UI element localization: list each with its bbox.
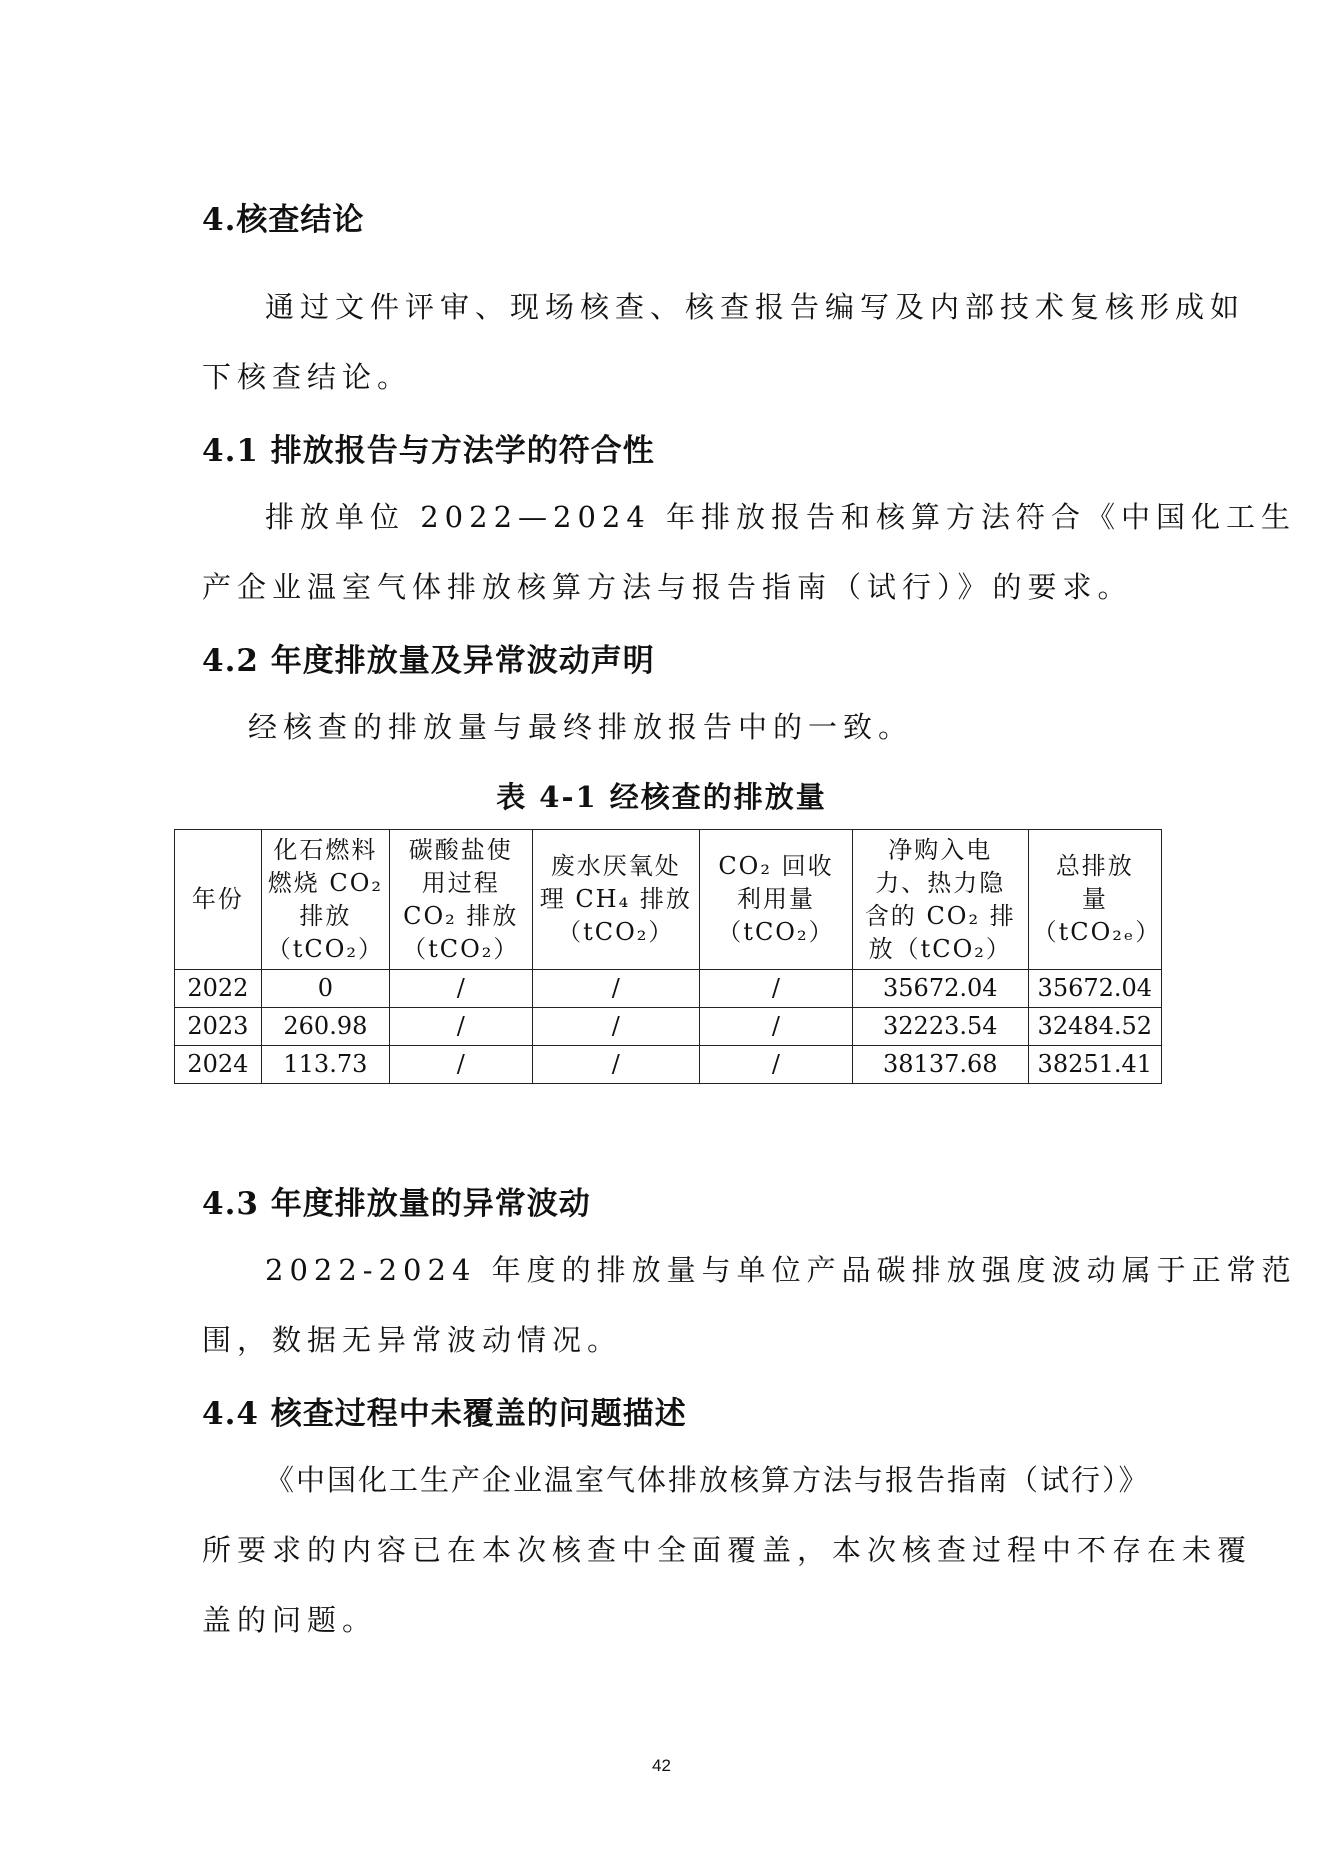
cell-co2-recovery: / xyxy=(699,1046,852,1084)
cell-total: 32484.52 xyxy=(1028,1008,1161,1046)
paragraph-4-2-line-1: 经核查的排放量与最终排放报告中的一致。 xyxy=(248,710,914,744)
heading-4-2: 4.2 年度排放量及异常波动声明 xyxy=(202,643,655,679)
heading-4-1: 4.1 排放报告与方法学的符合性 xyxy=(202,433,655,469)
table-row xyxy=(175,1008,1162,1046)
cell-purchased-energy: 32223.54 xyxy=(852,1008,1028,1046)
paragraph-4-line-1: 通过文件评审、现场核查、核查报告编写及内部技术复核形成如 xyxy=(265,290,1246,324)
paragraph-4-1-line-1: 排放单位 2022—2024 年排放报告和核算方法符合《中国化工生 xyxy=(265,500,1297,534)
cell-wastewater-ch4: / xyxy=(532,1046,699,1084)
page-number: 42 xyxy=(652,1756,671,1775)
header-co2-recovery: CO₂ 回收 利用量 （tCO₂） xyxy=(699,830,852,970)
cell-carbonate: / xyxy=(389,1008,532,1046)
cell-carbonate: / xyxy=(389,970,532,1008)
heading-4-4: 4.4 核查过程中未覆盖的问题描述 xyxy=(202,1396,687,1432)
paragraph-4-1-line-2: 产企业温室气体排放核算方法与报告指南（试行）》的要求。 xyxy=(202,570,1133,604)
emissions-table xyxy=(174,829,1162,1084)
header-total-emissions: 总排放 量 （tCO₂ₑ） xyxy=(1028,830,1161,970)
heading-4-3: 4.3 年度排放量的异常波动 xyxy=(202,1186,591,1222)
header-carbonate: 碳酸盐使 用过程 CO₂ 排放 （tCO₂） xyxy=(389,830,532,970)
paragraph-4-4-line-2: 所要求的内容已在本次核查中全面覆盖，本次核查过程中不存在未覆 xyxy=(202,1533,1253,1567)
cell-fossil-fuel: 260.98 xyxy=(261,1008,389,1046)
table-caption: 表 4-1 经核查的排放量 xyxy=(496,780,827,814)
cell-purchased-energy: 38137.68 xyxy=(852,1046,1028,1084)
header-fossil-fuel: 化石燃料 燃烧 CO₂ 排放 （tCO₂） xyxy=(261,830,389,970)
cell-year: 2023 xyxy=(175,1008,262,1046)
cell-wastewater-ch4: / xyxy=(532,970,699,1008)
cell-wastewater-ch4: / xyxy=(532,1008,699,1046)
table-header-row xyxy=(175,830,1162,970)
cell-year: 2022 xyxy=(175,970,262,1008)
cell-fossil-fuel: 0 xyxy=(261,970,389,1008)
cell-co2-recovery: / xyxy=(699,1008,852,1046)
cell-total: 35672.04 xyxy=(1028,970,1161,1008)
cell-year: 2024 xyxy=(175,1046,262,1084)
cell-total: 38251.41 xyxy=(1028,1046,1161,1084)
table-row xyxy=(175,1046,1162,1084)
cell-carbonate: / xyxy=(389,1046,532,1084)
cell-co2-recovery: / xyxy=(699,970,852,1008)
header-year: 年份 xyxy=(175,830,262,970)
cell-purchased-energy: 35672.04 xyxy=(852,970,1028,1008)
paragraph-4-4-line-3: 盖的问题。 xyxy=(202,1603,378,1637)
table-row xyxy=(175,970,1162,1008)
paragraph-4-4-line-1: 《中国化工生产企业温室气体排放核算方法与报告指南（试行）》 xyxy=(265,1463,1150,1497)
heading-4: 4.核查结论 xyxy=(202,202,365,238)
paragraph-4-3-line-2: 围，数据无异常波动情况。 xyxy=(202,1323,623,1357)
header-wastewater-ch4: 废水厌氧处 理 CH₄ 排放 （tCO₂） xyxy=(532,830,699,970)
header-purchased-electricity-heat: 净购入电 力、热力隐 含的 CO₂ 排 放（tCO₂） xyxy=(852,830,1028,970)
paragraph-4-3-line-1: 2022-2024 年度的排放量与单位产品碳排放强度波动属于正常范 xyxy=(265,1253,1297,1287)
paragraph-4-line-2: 下核查结论。 xyxy=(202,360,413,394)
cell-fossil-fuel: 113.73 xyxy=(261,1046,389,1084)
